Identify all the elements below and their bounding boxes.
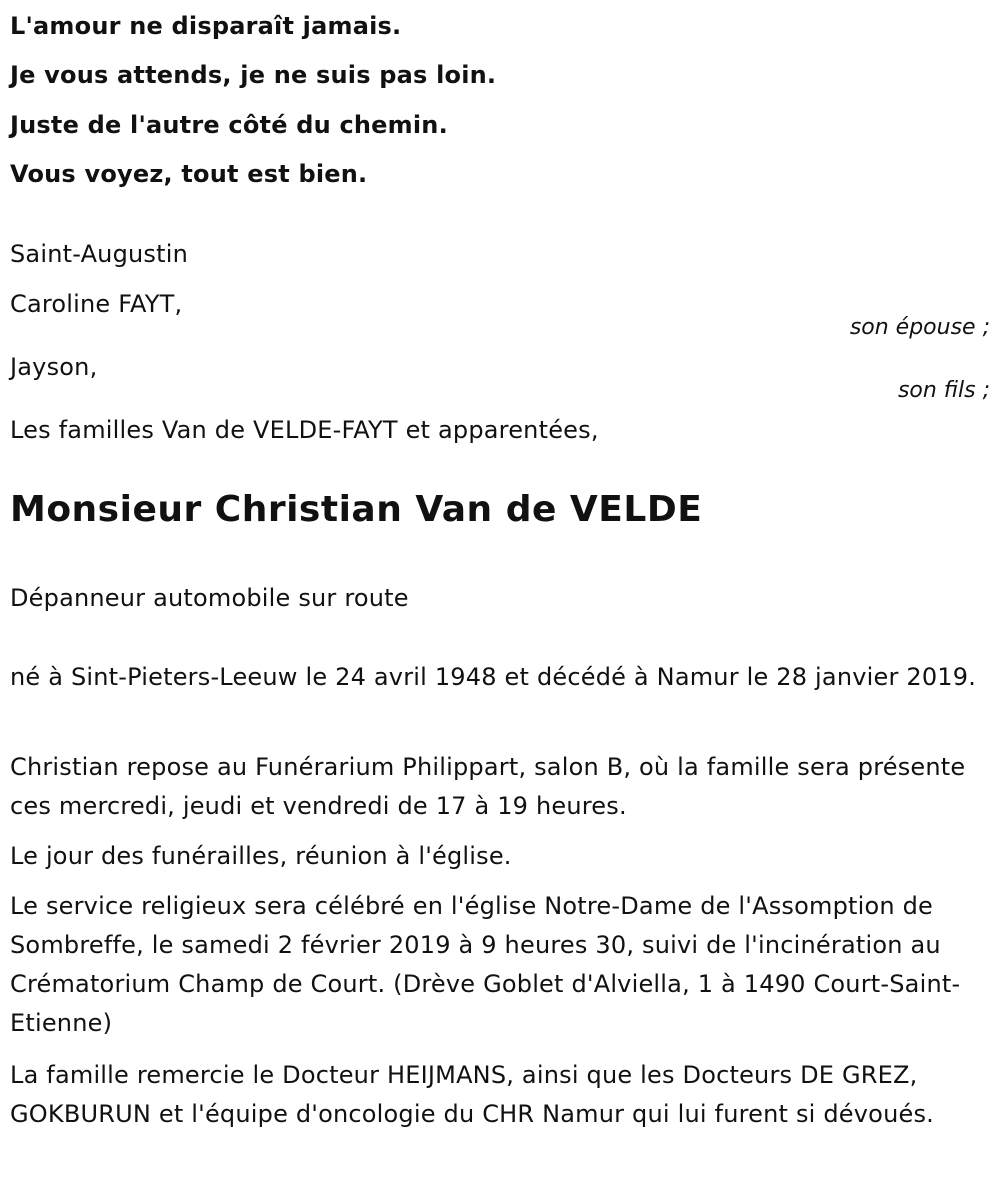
poem-line-1: L'amour ne disparaît jamais.: [10, 12, 402, 40]
birth-death-paragraph: né à Sint-Pieters-Leeuw le 24 avril 1948 et décédé à Namur le 28 janvier 2019.: [10, 663, 977, 691]
rest-paragraph: Christian repose au Funérarium Philippart, salon B, où la famille sera présente ces mercredi, jeudi et vendredi de 17 à 19 heures.: [10, 753, 966, 820]
spouse-name: Caroline FAYT,: [10, 290, 183, 318]
deceased-name: Monsieur Christian Van de VELDE: [10, 489, 703, 530]
poem-line-2: Je vous attends, je ne suis pas loin.: [10, 61, 497, 89]
spouse-role: son épouse ;: [849, 315, 990, 340]
poem-line-3: Juste de l'autre côté du chemin.: [10, 111, 448, 139]
thanks-paragraph: La famille remercie le Docteur HEIJMANS, ainsi que les Docteurs DE GREZ, GOKBURUN et l'équipe d'oncologie du CHR Namur qui lui furent si dévoués.: [10, 1061, 934, 1128]
poem-line-4: Vous voyez, tout est bien.: [10, 160, 368, 188]
service-paragraph: Le service religieux sera célébré en l'église Notre-Dame de l'Assomption de Sombreffe, le samedi 2 février 2019 à 9 heures 30, suivi de l'incinération au Crématorium Champ de Court. (Drève Goblet d'Alviella, 1 à 1490 Court-Saint-Etienne): [10, 892, 961, 1037]
poem-attribution: Saint-Augustin: [10, 240, 189, 268]
families-line: Les familles Van de VELDE-FAYT et apparentées,: [10, 416, 599, 444]
son-name: Jayson,: [10, 353, 98, 381]
son-role: son fils ;: [897, 378, 990, 403]
deceased-profession: Dépanneur automobile sur route: [10, 584, 409, 612]
funeral-day-paragraph: Le jour des funérailles, réunion à l'église.: [10, 842, 512, 870]
